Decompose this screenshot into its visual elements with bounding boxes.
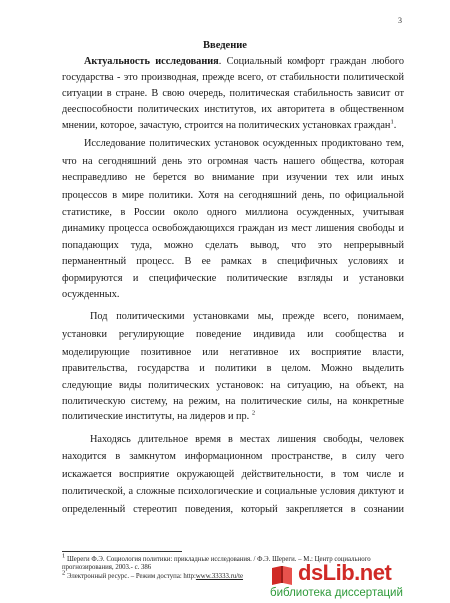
paragraph-1-line-1 [84,56,404,68]
paragraph-1-last-line [62,120,396,132]
paragraph-4-line: политической, а сложные психологические и социальные условия диктуют и [62,486,404,497]
paragraph-3-line: моделирующие позитивное или негативное их восприятие власти, [62,347,404,358]
paragraph-3-line: установки регулирующие поведение индивида или сообщества и [62,329,404,340]
footnote-1-cont: прогнозирования, 2003.- с. 386 [62,564,152,571]
paragraph-3-last-text: политические институты, на лидеров и пр. [62,411,250,422]
paragraph-1-line: ситуации в стране. В свою очередь, политическая стабильность зависит от [62,88,404,99]
paragraph-4-line: Находясь длительное время в местах лишения свободы, человек [90,434,404,445]
footnote-mark: 2 [62,569,66,577]
paragraph-1-line: государства - это производная, прежде всего, от стабильности политической [62,72,404,83]
paragraph-2-line: перманентный процесс. В ее рамках в специфичных условиях и [62,256,404,267]
paragraph-3-line: Под политическими установками мы, прежде всего, понимаем, [90,311,404,322]
paragraph-2-line: процессов в мире политики. Хотя на сегодняшний день, по официальной [62,190,404,201]
paragraph-2-line: что на сегодняшний день это огромная часть нашего общества, которая [62,156,404,167]
footnote-mark: 1 [62,552,66,560]
paragraph-2-line: попадающих туда, можно сделать вывод, что это непрерывный [62,240,404,251]
paragraph-1-line: дееспособности политических институтов, их авторитета в общественном [62,104,404,115]
footnote-separator [62,551,182,552]
paragraph-2-line: статистике, в России около одного миллиона осужденных, учитывая [62,207,404,218]
paragraph-2-last-line: осужденных. [62,289,120,300]
footnote-ref-1[interactable]: 1 [390,118,394,126]
book-icon [270,564,294,586]
paragraph-4-line: определенный стереотип поведения, который закрепляется в сознании [62,504,404,515]
page-number: 3 [398,16,402,25]
watermark-logo: dsLib.net [298,560,392,585]
footnote-text: Электронный ресурс. – Режим доступа: http: [65,573,196,580]
paragraph-1-last-text: мнении, которое, зачастую, строится на политических установках граждан [62,120,391,131]
paragraph-2-line: формируются и специфические политические взгляды и установки [62,273,404,284]
paragraph-2-line: несправедливо не берется во внимание при изучении тех или иных [62,172,404,183]
paragraph-3-line: правительства, государства и политики в целом. Можно выделить [62,363,404,374]
footnote-link[interactable]: www.33333.ru/te [195,573,244,580]
page-heading: Введение [203,40,247,51]
footnote-text: Шереги Ф.Э. Социология политики: прикладные исследования. / Ф.Э. Шереги. – М.: Центр социального [65,556,371,563]
paragraph-3-line: политическую систему, на режим, на политические силы, на конкретные [62,396,404,407]
paragraph-1-period: . [393,120,397,131]
lead-phrase: Актуальность исследования [84,56,219,67]
paragraph-1-line-1-text: . Социальный комфорт граждан любого [218,56,404,67]
paragraph-3-line: следующие виды политических установок: на ситуацию, на объект, на [62,380,404,391]
paragraph-2-line: динамику процесса освобождающихся граждан из мест лишения свободы и [62,223,404,234]
footnote-2 [62,569,244,581]
dslib-watermark[interactable] [262,560,448,602]
watermark-subtitle: библиотека диссертаций [270,587,403,599]
paragraph-3-last-line [62,411,255,423]
footnote-ref-2[interactable]: 2 [251,409,256,417]
paragraph-4-line: находится в замкнутом информационном пространстве, в силу чего [62,451,404,462]
paragraph-2-line: Исследование политических установок осужденных продиктовано тем, [84,138,404,149]
paragraph-4-line: искажается восприятие окружающей действительности, в том числе и [62,469,404,480]
